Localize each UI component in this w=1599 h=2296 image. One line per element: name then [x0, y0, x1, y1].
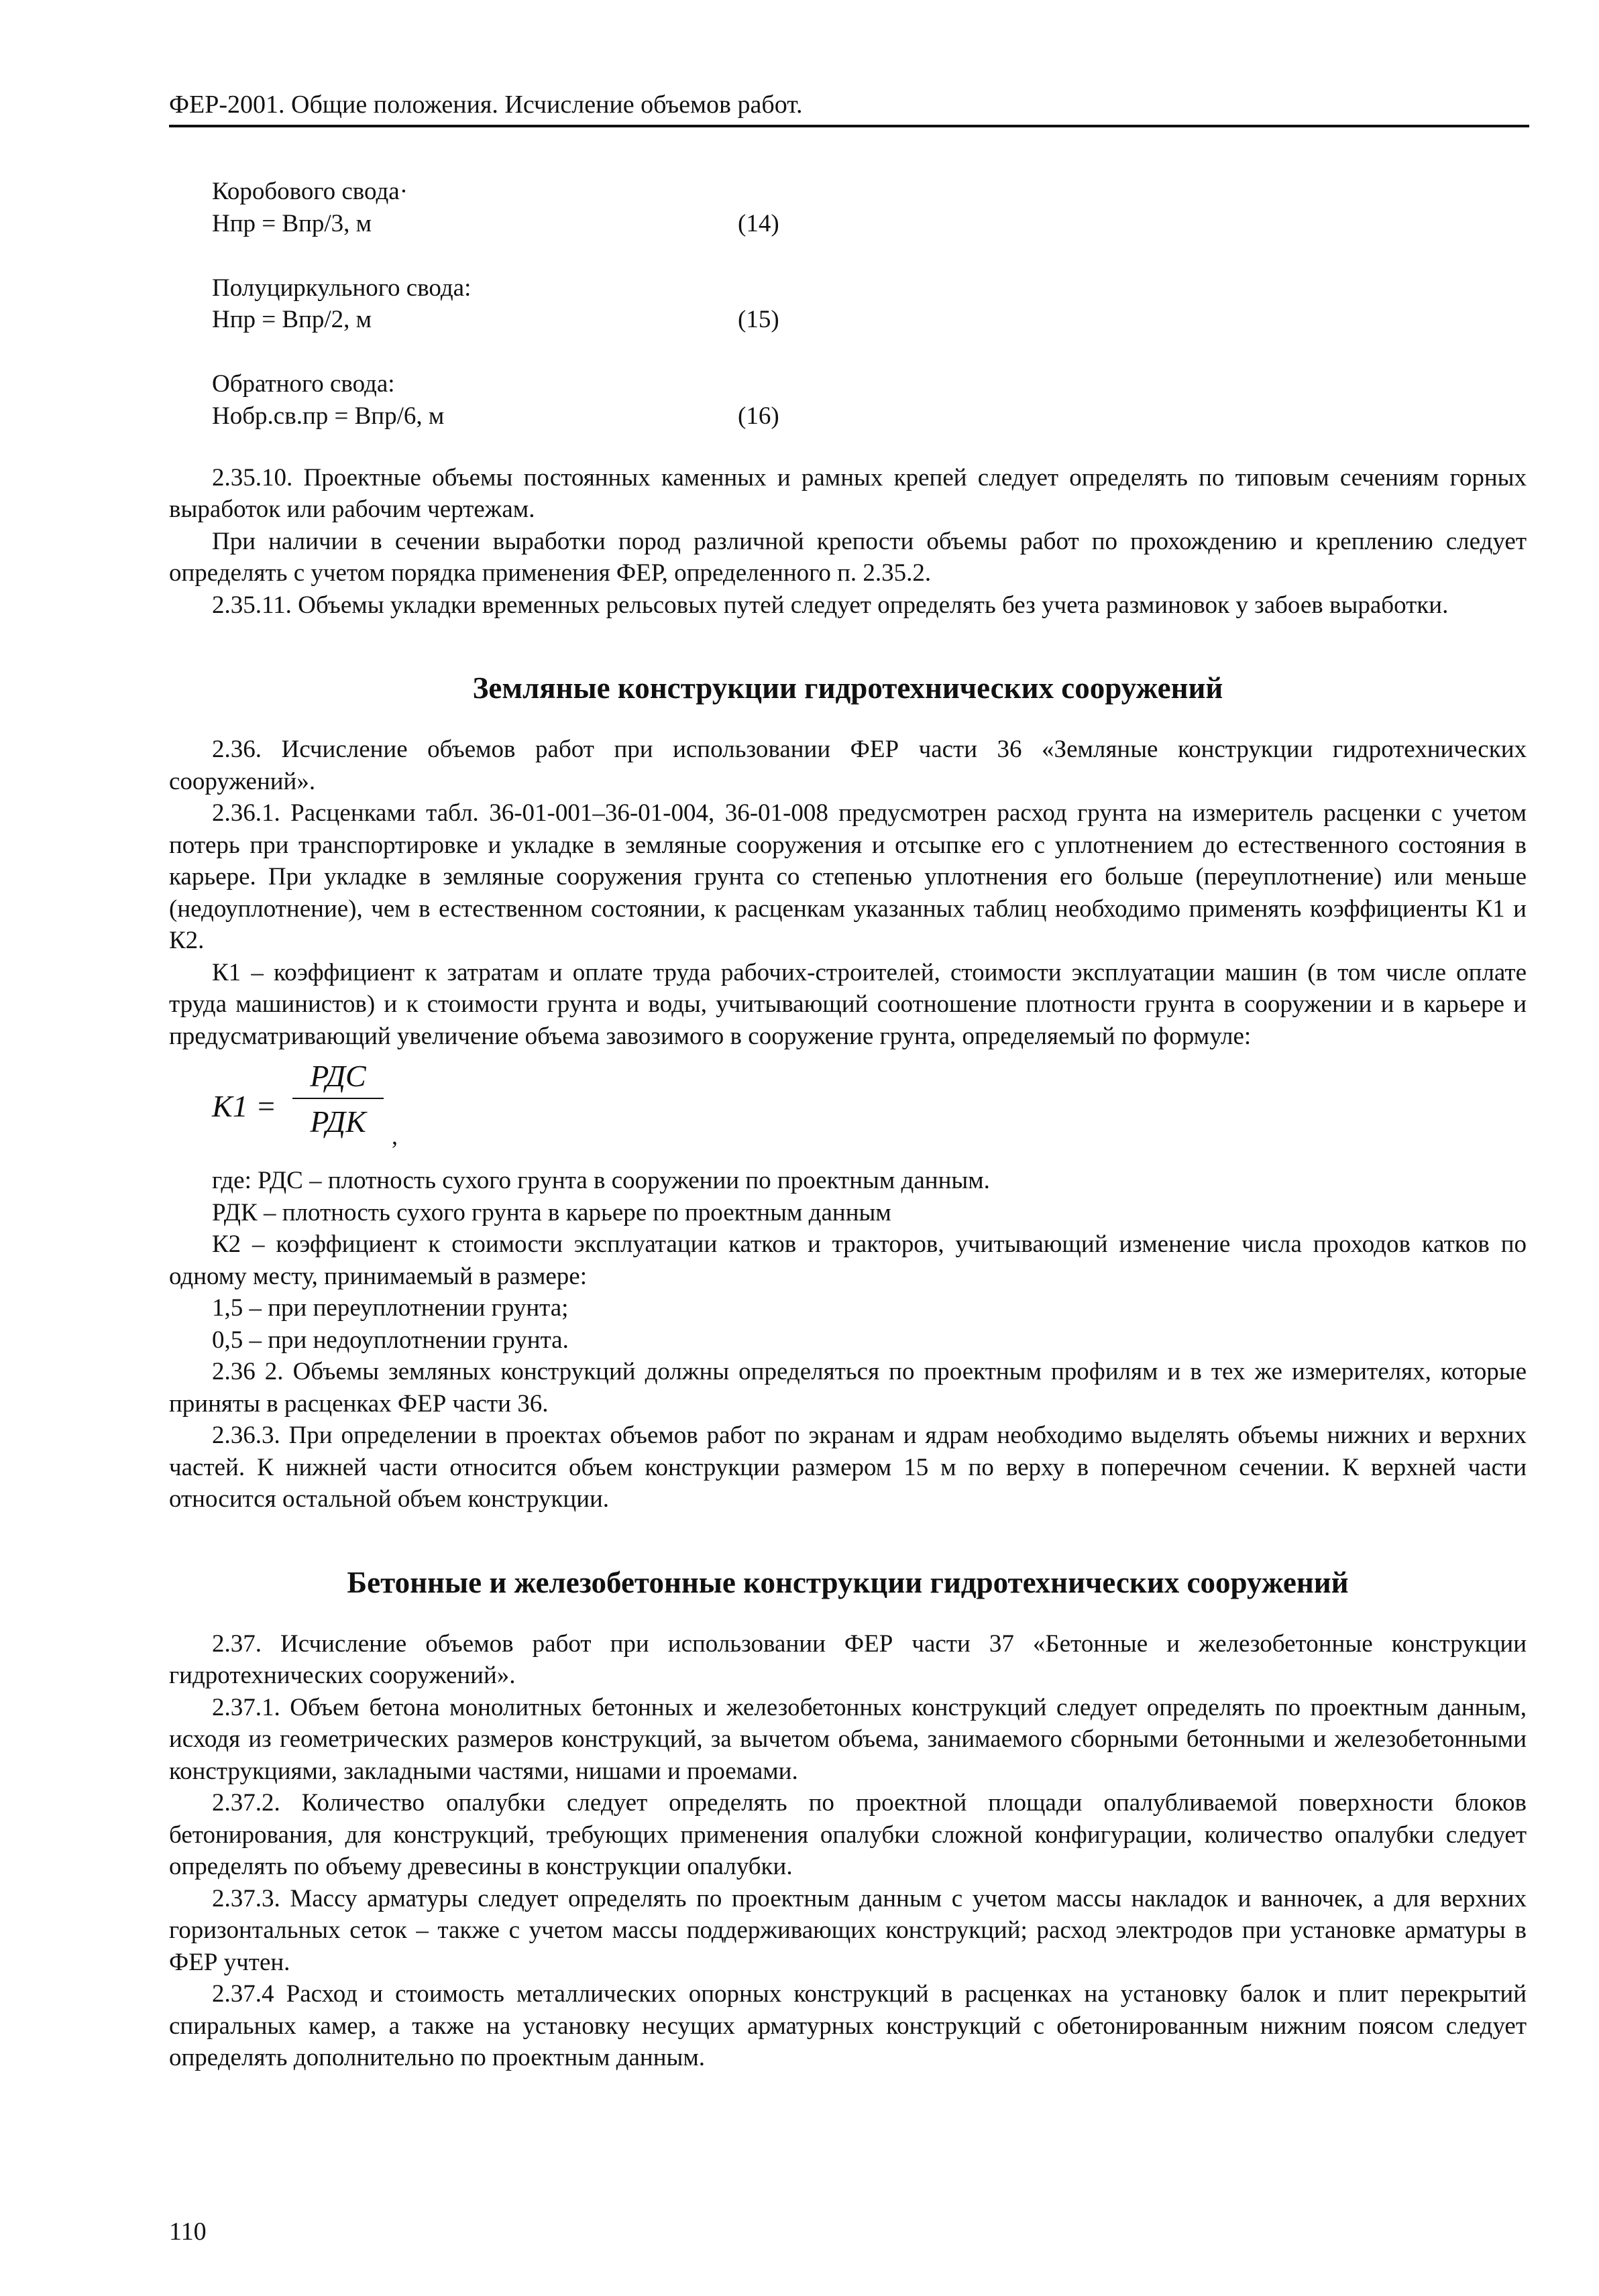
- formula-expression: Hпр = Bпр/2, м: [212, 306, 372, 333]
- paragraph: 2.36.3. При определении в проектах объемов работ по экранам и ядрам необходимо выделять объемы нижних и верхних частей. К нижней части относится объем конструкции размером 15 м по верху в поперечном сечении. К верхней части относится остальной объем конструкции.: [169, 1422, 1527, 1513]
- paragraph: 2.35.11. Объемы укладки временных рельсовых путей следует определять без учета разминовок у забоев выработки.: [212, 591, 1449, 619]
- paragraph: При наличии в сечении выработки пород различной крепости объемы работ по прохождению и креплению следует определять с учетом порядка применения ФЕР, определенного п. 2.35.2.: [169, 527, 1527, 587]
- vault-formulas: [212, 176, 1527, 433]
- paragraph: где: РДС – плотность сухого грунта в сооружении по проектным данным.: [212, 1167, 990, 1194]
- k1-comma: ,: [392, 1123, 398, 1149]
- paragraph: 1,5 – при переуплотнении грунта;: [212, 1294, 569, 1322]
- running-header: ФЕР-2001. Общие положения. Исчисление объемов работ.: [169, 89, 1529, 127]
- paragraph: 2.35.10. Проектные объемы постоянных каменных и рамных крепей следует определять по типовым сечениям горных выработок или рабочим чертежам.: [169, 463, 1527, 523]
- paragraph: К1 – коэффициент к затратам и оплате труда рабочих-строителей, стоимости эксплуатации машин (в том числе оплате труда машинистов) и к стоимости грунта и воды, учитывающий соотношение плотности грунта в сооружении и в карьере и предусматривающий увеличение объема завозимого в сооружение грунта, определяемый по формуле:: [169, 958, 1527, 1050]
- section-heading-concrete: Бетонные и железобетонные конструкции гидротехнических сооружений: [347, 1565, 1349, 1599]
- formula-line: [212, 400, 1527, 433]
- paragraph: 2.36 2. Объемы земляных конструкций должны определяться по проектным профилям и в тех же измерителях, которые приняты в расценках ФЕР части 36.: [169, 1358, 1527, 1418]
- k1-formula: [212, 1052, 1527, 1165]
- paragraph: РДК – плотность сухого грунта в карьере по проектным данным: [212, 1198, 891, 1226]
- paragraph: 2.36.1. Расценками табл. 36-01-001–36-01-004, 36-01-008 предусмотрен расход грунта на измеритель расценки с учетом потерь при транспортировке и укладке в земляные сооружения и отсыпке его с уплотнением до естественного состояния в карьере. При укладке в земляные сооружения грунта со степенью уплотнения его больше (переуплотнение) или меньше (недоуплотнение), чем в естественном состоянии, к расценкам указанных таблиц необходимо применять коэффициенты К1 и К2.: [169, 799, 1527, 954]
- paragraph: 2.37.4 Расход и стоимость металлических опорных конструкций в расценках на установку балок и плит перекрытий спиральных камер, а также на установку несущих арматурных конструкций с обетонированным нижним поясом следует определять дополнительно по проектным данным.: [169, 1980, 1527, 2071]
- paragraph: 2.37.2. Количество опалубки следует определять по проектной площади опалубливаемой поверхности блоков бетонирования, для конструкций, требующих применения опалубки сложной конфигурации, количество опалубки следует определять по объему древесины в конструкции опалубки.: [169, 1789, 1527, 1880]
- page-number: 110: [169, 2218, 207, 2246]
- paragraph: 2.36. Исчисление объемов работ при использовании ФЕР части 36 «Земляные конструкции гидротехнических сооружений».: [169, 736, 1527, 795]
- paragraph: 0,5 – при недоуплотнении грунта.: [212, 1326, 569, 1354]
- k1-fraction: [292, 1057, 384, 1141]
- formula-line: [212, 304, 1527, 336]
- paragraph: 2.37.1. Объем бетона монолитных бетонных и железобетонных конструкций следует определять по проектным данным, исходя из геометрических размеров конструкций, за вычетом объема, занимаемого сборными бетонными и железобетонными конструкциями, закладными частями, нишами и проемами.: [169, 1693, 1527, 1785]
- k1-numerator: РДС: [310, 1059, 366, 1093]
- formula-line: [212, 208, 1527, 240]
- formula-expression: Hобр.св.пр = Bпр/6, м: [212, 402, 445, 430]
- paragraph: 2.37. Исчисление объемов работ при использовании ФЕР части 37 «Бетонные и железобетонные конструкции гидротехнических сооружений».: [169, 1629, 1527, 1689]
- paragraph: К2 – коэффициент к стоимости эксплуатации катков и тракторов, учитывающий изменение числа проходов катков по одному месту, принимаемый в размере:: [169, 1230, 1527, 1290]
- formula-label: Полуциркульного свода:: [212, 274, 472, 302]
- formula-label: Коробового свода·: [212, 178, 408, 205]
- section-heading-earthworks: Земляные конструкции гидротехнических сооружений: [472, 671, 1223, 705]
- equation-number: (16): [738, 402, 779, 430]
- paragraph: 2.37.3. Массу арматуры следует определять по проектным данным с учетом массы накладок и ванночек, а для верхних горизонтальных сеток – также с учетом массы поддерживающих конструкций; расход электродов при установке арматуры в ФЕР учтен.: [169, 1884, 1527, 1976]
- equation-number: (15): [738, 306, 779, 333]
- formula-label: Обратного свода:: [212, 370, 395, 398]
- equation-number: (14): [738, 209, 779, 237]
- k1-denominator: РДК: [310, 1104, 366, 1139]
- k1-lhs: K1 =: [212, 1089, 277, 1123]
- formula-expression: Hпр = Bпр/3, м: [212, 209, 372, 237]
- page-content: [169, 176, 1527, 2074]
